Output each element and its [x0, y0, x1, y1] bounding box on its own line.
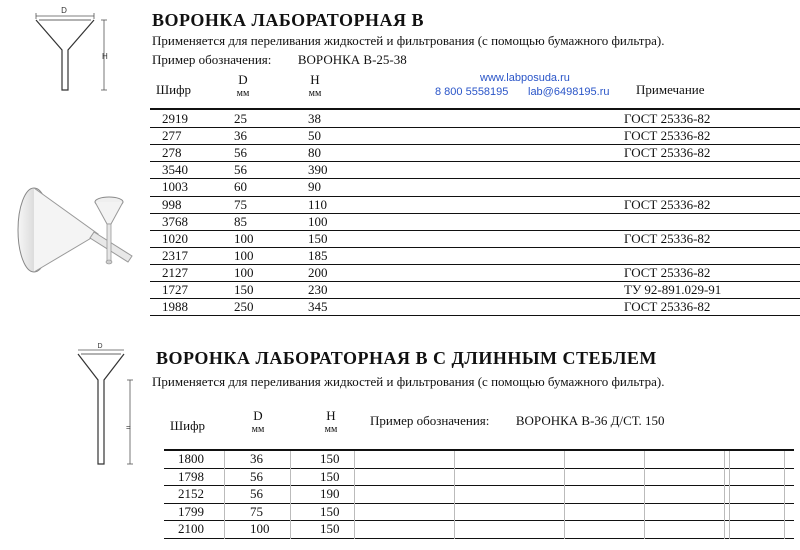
- cell-code: 2317: [162, 247, 188, 263]
- header-note: Примечание: [636, 82, 705, 97]
- cell-h: 345: [308, 299, 328, 315]
- table-row: [164, 469, 794, 487]
- table-row: [164, 486, 794, 504]
- cell-code: 1798: [178, 468, 204, 484]
- cell-d: 25: [234, 111, 247, 126]
- header-h: H мм: [300, 72, 330, 99]
- funnel-diagram-2: [72, 340, 142, 470]
- cell-d: 100: [234, 264, 254, 280]
- cell-h: 50: [308, 128, 321, 144]
- cell-h: 100: [308, 213, 328, 229]
- column-divider: [454, 451, 455, 539]
- dimension-h-label-2: =: [126, 423, 131, 432]
- cell-h: 185: [308, 247, 328, 263]
- table-row: [150, 265, 800, 282]
- cell-d: 100: [234, 230, 254, 246]
- section2-usage: Применяется для переливания жидкостей и фильтрования (с помощью бумажного фильтра).: [152, 374, 665, 389]
- cell-note: ГОСТ 25336-82: [624, 299, 711, 315]
- cell-note: ГОСТ 25336-82: [624, 145, 711, 161]
- cell-d: 60: [234, 179, 247, 195]
- cell-d: 56: [250, 468, 263, 484]
- column-divider: [784, 451, 785, 539]
- column-divider: [224, 451, 225, 539]
- example2-label: Пример обозначения:: [370, 413, 490, 428]
- section2-example: [370, 413, 664, 429]
- column-divider: [290, 451, 291, 539]
- cell-code: 2152: [178, 486, 204, 502]
- section1-usage: Применяется для переливания жидкостей и фильтрования (с помощью бумажного фильтра).: [152, 33, 665, 48]
- cell-h: 200: [308, 264, 328, 280]
- column-divider: [724, 451, 725, 539]
- table-row: [150, 231, 800, 248]
- header-d-unit: мм: [236, 88, 250, 99]
- cell-code: 277: [162, 128, 182, 144]
- cell-code: 1727: [162, 282, 188, 297]
- header2-d: D мм: [243, 408, 273, 435]
- cell-h: 150: [320, 503, 340, 519]
- cell-d: 56: [234, 145, 247, 161]
- cell-note: ГОСТ 25336-82: [624, 111, 711, 126]
- table-row: [150, 248, 800, 265]
- column-divider: [564, 451, 565, 539]
- cell-note: ГОСТ 25336-82: [624, 196, 711, 212]
- example2-value: ВОРОНКА В-36 Д/СТ. 150: [515, 413, 665, 428]
- row-divider: [164, 538, 794, 539]
- table-row: [164, 521, 794, 539]
- cell-h: 110: [308, 196, 328, 212]
- cell-note: ГОСТ 25336-82: [624, 128, 711, 144]
- table-row: [150, 282, 800, 299]
- cell-code: 998: [162, 196, 182, 212]
- cell-h: 90: [308, 179, 321, 195]
- cell-d: 75: [234, 196, 247, 212]
- glass-funnel-image: [6, 186, 140, 280]
- table-row: [150, 111, 800, 128]
- table-row: [150, 128, 800, 145]
- cell-h: 80: [308, 145, 321, 161]
- header-d: D мм: [228, 72, 258, 99]
- cell-code: 2919: [162, 111, 188, 126]
- dimension-d-label-2: D: [97, 343, 103, 350]
- cell-d: 100: [250, 521, 270, 537]
- table-row: [164, 451, 794, 469]
- column-divider: [354, 451, 355, 539]
- cell-d: 250: [234, 299, 254, 315]
- cell-d: 56: [250, 486, 263, 502]
- header-h-unit: мм: [308, 88, 322, 99]
- cell-d: 75: [250, 503, 263, 519]
- dimension-d-label: D: [61, 6, 67, 15]
- cell-code: 3540: [162, 162, 188, 178]
- header2-code: Шифр: [170, 418, 205, 433]
- cell-d: 150: [234, 282, 254, 297]
- cell-d: 36: [250, 451, 263, 466]
- table-row: [150, 214, 800, 231]
- cell-code: 3768: [162, 213, 188, 229]
- contact-phone[interactable]: 8 800 5558195: [435, 86, 509, 98]
- section2-title: ВОРОНКА ЛАБОРАТОРНАЯ В С ДЛИННЫМ СТЕБЛЕМ: [156, 348, 657, 368]
- cell-h: 150: [320, 468, 340, 484]
- funnel-diagram-1: [30, 4, 116, 96]
- cell-h: 38: [308, 111, 321, 126]
- cell-code: 278: [162, 145, 182, 161]
- table1-top-border: [150, 108, 800, 110]
- cell-note: ГОСТ 25336-82: [624, 264, 711, 280]
- cell-code: 1020: [162, 230, 188, 246]
- cell-h: 150: [320, 521, 340, 537]
- contact-website[interactable]: www.labposuda.ru: [480, 72, 570, 84]
- example-value: ВОРОНКА В-25-38: [297, 52, 407, 67]
- cell-h: 390: [308, 162, 328, 178]
- cell-d: 36: [234, 128, 247, 144]
- header2-h: H мм: [316, 408, 346, 435]
- cell-h: 230: [308, 282, 328, 297]
- example-label: Пример обозначения:: [152, 52, 272, 67]
- cell-note: ГОСТ 25336-82: [624, 230, 711, 246]
- cell-code: 1799: [178, 503, 204, 519]
- table-row: [150, 197, 800, 214]
- cell-code: 1800: [178, 451, 204, 466]
- cell-h: 150: [320, 451, 340, 466]
- section1-example: [152, 52, 407, 68]
- cell-d: 85: [234, 213, 247, 229]
- table-row: [150, 145, 800, 162]
- cell-code: 1003: [162, 179, 188, 195]
- header2-h-unit: мм: [324, 424, 338, 435]
- table-row: [150, 162, 800, 179]
- cell-code: 1988: [162, 299, 188, 315]
- contact-email[interactable]: lab@6498195.ru: [528, 86, 610, 98]
- row-divider: [150, 315, 800, 316]
- section1-title: ВОРОНКА ЛАБОРАТОРНАЯ В: [152, 10, 425, 30]
- dimension-h-label: H: [102, 52, 108, 61]
- column-divider: [729, 451, 730, 539]
- cell-d: 100: [234, 247, 254, 263]
- table-row: [150, 179, 800, 196]
- cell-note: ТУ 92-891.029-91: [624, 282, 722, 297]
- cell-code: 2127: [162, 264, 188, 280]
- cell-code: 2100: [178, 521, 204, 537]
- cell-d: 56: [234, 162, 247, 178]
- table-row: [150, 299, 800, 316]
- cell-h: 190: [320, 486, 340, 502]
- header2-d-unit: мм: [251, 424, 265, 435]
- column-divider: [644, 451, 645, 539]
- header-code: Шифр: [156, 82, 191, 97]
- table-row: [164, 504, 794, 522]
- cell-h: 150: [308, 230, 328, 246]
